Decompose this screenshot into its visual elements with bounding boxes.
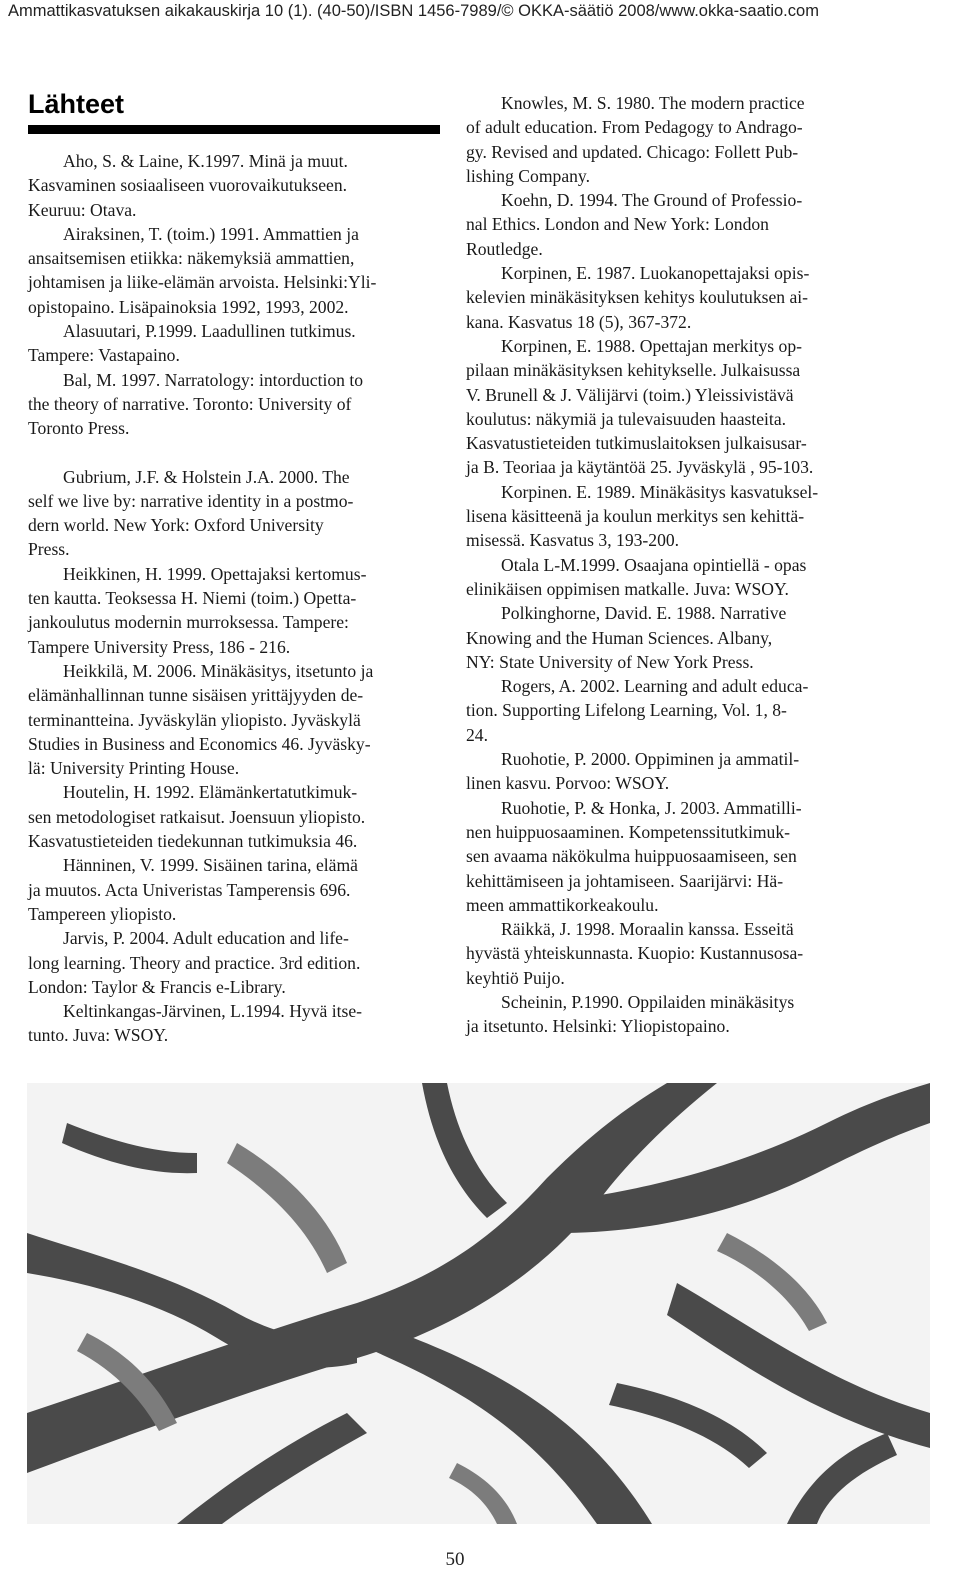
reference-entry: Ruohotie, P. 2000. Oppiminen ja ammatil- linen kasvu. Porvoo: WSOY. xyxy=(466,749,800,794)
reference-entry: Räikkä, J. 1998. Moraalin kanssa. Esseitä hyvästä yhteiskunnasta. Kuopio: Kustannusosa- keyhtiö Puijo. xyxy=(466,919,804,988)
reference-entry: Ruohotie, P. & Honka, J. 2003. Ammatilli- nen huippuosaaminen. Kompetenssitutkimuk- sen avaama näkökulma huippuosaamiseen, sen kehittämiseen ja johtamiseen. Saarijärvi: Hä- meen ammattikorkeakoulu. xyxy=(466,797,802,915)
reference-entry: Aho, S. & Laine, K.1997. Minä ja muut. Kasvaminen sosiaaliseen vuorovaikutukseen. Keuruu: Otava. xyxy=(28,151,348,220)
reference-entry: Scheinin, P.1990. Oppilaiden minäkäsitys ja itsetunto. Helsinki: Yliopistopaino. xyxy=(466,991,795,1037)
reference-entry: Koehn, D. 1994. The Ground of Professio- nal Ethics. London and New York: London Routledge. xyxy=(466,190,803,259)
reference-entry: Alasuutari, P.1999. Laadullinen tutkimus. Tampere: Vastapaino. xyxy=(28,321,356,366)
reference-entry: Keltinkangas-Järvinen, L.1994. Hyvä itse- tunto. Juva: WSOY. xyxy=(28,1001,363,1046)
tree-branches-image xyxy=(27,1083,930,1524)
reference-entry: Knowles, M. S. 1980. The modern practice of adult education. From Pedagogy to Andrago- gy. Revised and updated. Chicago: Follett Pub- lishing Company. xyxy=(466,93,805,186)
reference-entry: Otala L-M.1999. Osaajana opintiellä - opas elinikäisen oppimisen matkalle. Juva: WSOY. xyxy=(466,554,807,599)
reference-entry: Heikkilä, M. 2006. Minäkäsitys, itsetunto ja elämänhallinnan tunne sisäisen yrittäjyyden de- terminantteina. Jyväskylän yliopisto. Jyväskylä Studies in Business and Economics 46. Jyväsky- lä: University Printing House. xyxy=(28,660,374,779)
references-right-column xyxy=(466,91,896,1039)
reference-entry: Gubrium, J.F. & Holstein J.A. 2000. The self we live by: narrative identity in a postmo- dern world. New York: Oxford University Press. xyxy=(28,466,354,560)
references-left-column xyxy=(28,149,446,1048)
page-number: 50 xyxy=(445,1549,465,1570)
running-header: Ammattikasvatuksen aikakauskirja 10 (1). (40-50)/ISBN 1456-7989/© OKKA-säätiö 2008/www.okka-saatio.com xyxy=(8,2,819,20)
reference-entry: Polkinghorne, David. E. 1988. Narrative Knowing and the Human Sciences. Albany, NY: State University of New York Press. xyxy=(466,603,787,672)
section-heading: Lähteet xyxy=(28,89,125,119)
tree-branches-photo xyxy=(27,1083,930,1524)
reference-entry: Airaksinen, T. (toim.) 1991. Ammattien ja ansaitsemisen etiikka: näkemyksiä ammattien, johtamisen ja liike-elämän arvoista. Helsinki:Yli- opistopaino. Lisäpainoksia 1992, 1993, 2002. xyxy=(28,223,377,317)
reference-entry: Jarvis, P. 2004. Adult education and life- long learning. Theory and practice. 3rd edition. London: Taylor & Francis e-Library. xyxy=(28,928,361,997)
reference-entry: Korpinen. E. 1989. Minäkäsitys kasvatuksel- lisena käsitteenä ja koulun merkitys sen kehittä- misessä. Kasvatus 3, 193-200. xyxy=(466,481,819,551)
reference-entry: Rogers, A. 2002. Learning and adult educa- tion. Supporting Lifelong Learning, Vol. 1, 8- 24. xyxy=(466,676,809,745)
heading-rule xyxy=(28,125,440,134)
reference-entry: Korpinen, E. 1987. Luokanopettajaksi opis- kelevien minäkäsityksen kehitys koulutuksen ai- kana. Kasvatus 18 (5), 367-372. xyxy=(466,263,810,332)
reference-entry: Hänninen, V. 1999. Sisäinen tarina, elämä ja muutos. Acta Univeristas Tamperensis 696. Tampereen yliopisto. xyxy=(28,855,358,924)
reference-entry: Bal, M. 1997. Narratology: intorduction to the theory of narrative. Toronto: University of Toronto Press. xyxy=(28,369,364,439)
reference-entry: Houtelin, H. 1992. Elämänkertatutkimuk- sen metodologiset ratkaisut. Joensuun yliopisto. Kasvatustieteiden tiedekunnan tutkimuksia 46. xyxy=(28,782,366,852)
reference-entry: Heikkinen, H. 1999. Opettajaksi kertomus- ten kautta. Teoksessa H. Niemi (toim.) Opetta- jankoulutus modernin murroksessa. Tampere: Tampere University Press, 186 - 216. xyxy=(28,563,367,657)
reference-entry: Korpinen, E. 1988. Opettajan merkitys op- pilaan minäkäsityksen kehitykselle. Julkaisussa V. Brunell & J. Välijärvi (toim.) Yleissivistävä koulutus: näkymiä ja tulevaisuuden haasteita. Kasvatustieteiden tutkimuslaitoksen julkaisusar- ja B. Teoriaa ja käytäntöä 25. Jyväskylä , 95-103. xyxy=(466,335,814,478)
